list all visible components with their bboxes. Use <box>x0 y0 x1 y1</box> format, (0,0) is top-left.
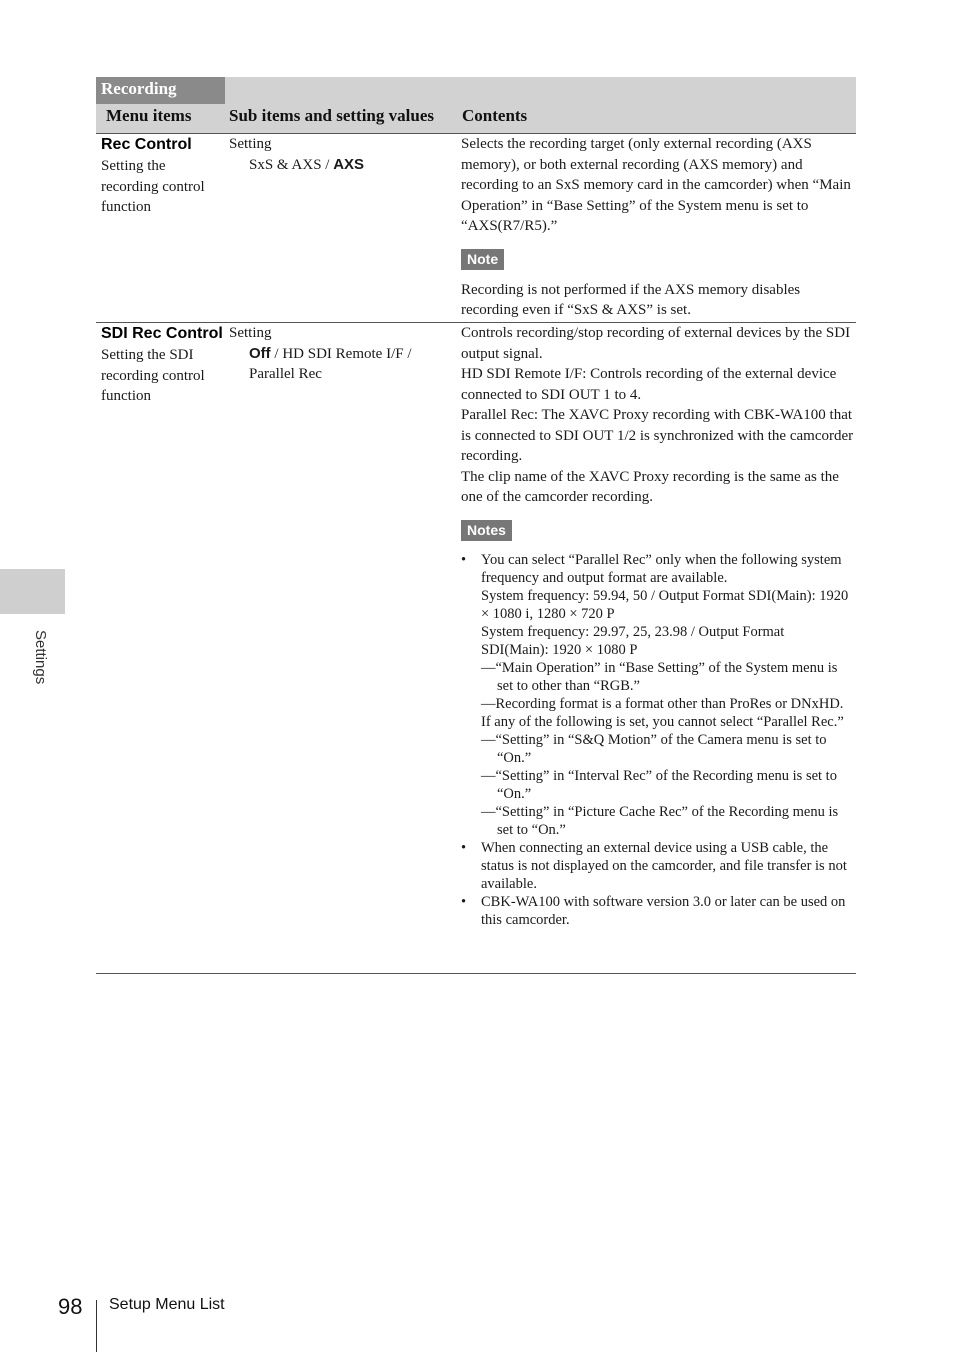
contents-text: Parallel Rec: The XAVC Proxy recording with CBK-WA100 that is connected to SDI OUT 1/2 is synchronized with the camcorder recording. <box>461 407 854 464</box>
contents-rec-control <box>461 134 854 321</box>
footer-section-title: Setup Menu List <box>109 1296 225 1313</box>
sub-items-sdi-rec-control <box>229 323 451 385</box>
column-header-contents: Contents <box>462 106 528 125</box>
table-bottom-rule <box>96 973 856 974</box>
contents-text: Controls recording/stop recording of external devices by the SDI output signal. <box>461 325 851 362</box>
menu-item-rec-control <box>101 134 223 218</box>
side-tab <box>0 569 65 614</box>
item-title: Rec Control <box>101 136 192 153</box>
sub-item-label: Setting <box>229 325 272 341</box>
setting-value-default: Off <box>249 344 271 362</box>
note-label: Note <box>461 249 504 270</box>
note-text: Recording is not performed if the AXS memory disables recording even if “SxS & AXS” is set. <box>461 281 801 318</box>
sub-items-rec-control <box>229 134 454 175</box>
section-tab-recording: Recording <box>96 77 225 104</box>
item-title: SDI Rec Control <box>101 325 223 342</box>
item-description: Setting the recording control function <box>101 158 205 215</box>
note-line: System frequency: 29.97, 25, 23.98 / Output Format SDI(Main): 1920 × 1080 P <box>481 623 785 658</box>
side-tab-label: Settings <box>32 630 49 685</box>
contents-text: HD SDI Remote I/F: Controls recording of the external device connected to SDI OUT 1 to 4. <box>461 366 837 403</box>
sub-item-label: Setting <box>229 136 272 152</box>
note-line: • You can select “Parallel Rec” only when the following system frequency and output format are available. <box>481 551 842 586</box>
note-line: If any of the following is set, you cannot select “Parallel Rec.” <box>481 713 844 730</box>
item-description: Setting the SDI recording control function <box>101 347 205 404</box>
notes-label: Notes <box>461 520 512 541</box>
menu-item-sdi-rec-control <box>101 323 223 407</box>
footer-divider <box>96 1300 97 1352</box>
contents-text: The clip name of the XAVC Proxy recording is the same as the one of the camcorder recording. <box>461 468 839 505</box>
note-dash-line: —“Setting” in “Interval Rec” of the Recording menu is set to “On.” <box>481 767 837 802</box>
setting-value-options: SxS & AXS / <box>249 156 334 173</box>
note-line: When connecting an external device using a USB cable, the status is not displayed on the camcorder, and file transfer is not available. <box>481 839 847 892</box>
note-dash-line: —“Setting” in “S&Q Motion” of the Camera menu is set to “On.” <box>481 731 827 766</box>
column-header-menu-items: Menu items <box>106 106 192 125</box>
list-item <box>461 551 854 839</box>
contents-text: Selects the recording target (only external recording (AXS memory), or both external recording (AXS memory) and recording to an SxS memory card in the camcorder) when “Main Operation” in “Base Setting” of the System menu is set to “AXS(R7/R5).” <box>461 136 851 234</box>
note-dash-line: —“Setting” in “Picture Cache Rec” of the Recording menu is set to “On.” <box>481 803 839 838</box>
note-dash-line: —“Main Operation” in “Base Setting” of the System menu is set to other than “RGB.” <box>481 659 838 694</box>
notes-list <box>461 551 854 929</box>
contents-sdi-rec-control <box>461 323 854 929</box>
list-item <box>461 893 854 929</box>
note-line: CBK-WA100 with software version 3.0 or later can be used on this camcorder. <box>481 893 846 928</box>
note-dash-line: —Recording format is a format other than ProRes or DNxHD. <box>481 695 844 712</box>
setting-value-default: AXS <box>333 155 365 173</box>
setting-value-options: / HD SDI Remote I/F / Parallel Rec <box>249 345 412 382</box>
page-number: 98 <box>58 1294 83 1319</box>
note-line: System frequency: 59.94, 50 / Output Format SDI(Main): 1920 × 1080 i, 1280 × 720 P <box>481 587 849 622</box>
column-header-sub-items: Sub items and setting values <box>229 106 434 125</box>
setting-values <box>229 344 451 385</box>
list-item <box>461 839 854 893</box>
setting-values <box>229 155 454 176</box>
